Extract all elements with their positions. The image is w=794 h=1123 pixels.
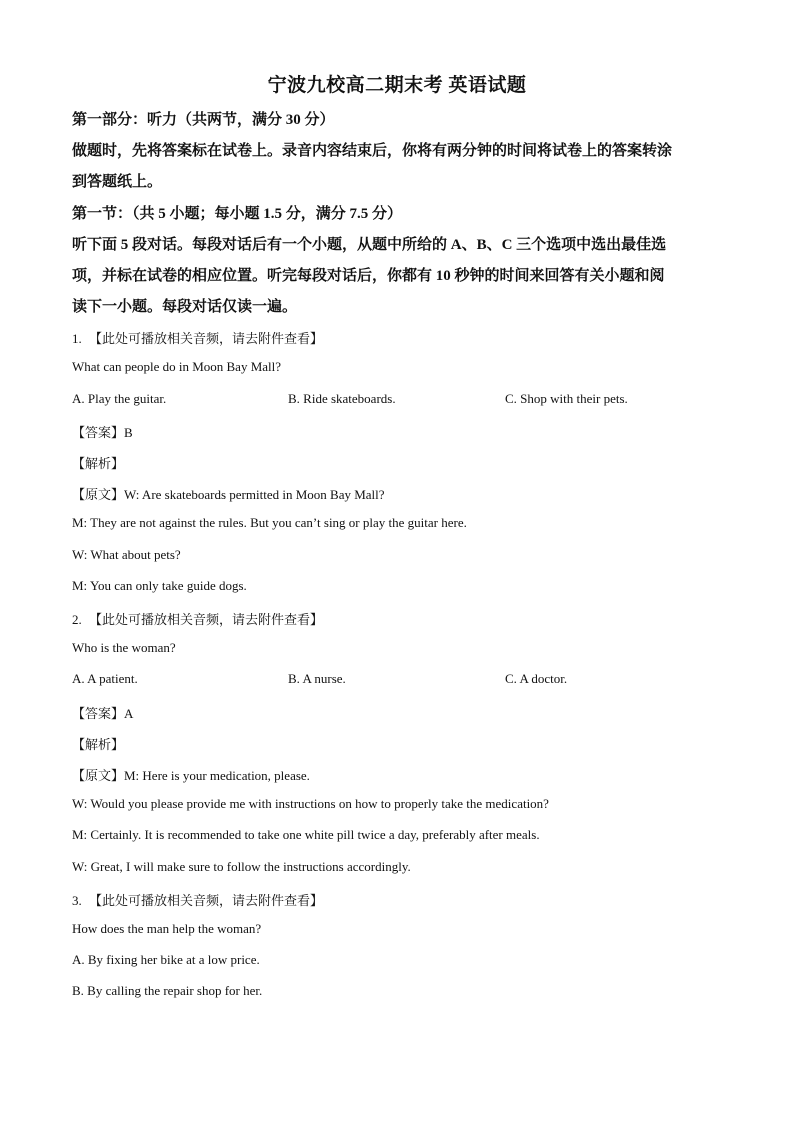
instructions-line-1: 做题时，先将答案标在试卷上。录音内容结束后，你将有两分钟的时间将试卷上的答案转涂 <box>72 143 673 159</box>
audio-note[interactable]: 【此处可播放相关音频，请去附件查看】 <box>89 612 324 627</box>
audio-note[interactable]: 【此处可播放相关音频，请去附件查看】 <box>89 331 324 346</box>
question-2-analysis: 【解析】 <box>72 737 125 752</box>
question-number: 1. <box>72 331 82 346</box>
question-1-header <box>72 328 323 347</box>
section1-line-2: 项，并标在试卷的相应位置。听完每段对话后，你都有 10 秒钟的时间来回答有关小题和阅 <box>72 268 665 284</box>
question-1-text: What can people do in Moon Bay Mall? <box>72 359 282 374</box>
question-2-transcript-line: M: Certainly. It is recommended to take one white pill twice a day, preferably after meals. <box>72 827 540 842</box>
question-1-option-a: A. Play the guitar. <box>72 391 167 406</box>
question-2-transcript-line: W: Great, I will make sure to follow the instructions accordingly. <box>72 859 411 874</box>
question-2-transcript-line: W: Would you please provide me with instructions on how to properly take the medication? <box>72 796 549 811</box>
question-2-transcript-line: 【原文】M: Here is your medication, please. <box>72 768 310 783</box>
question-1-transcript-line: W: What about pets? <box>72 547 181 562</box>
question-3-text: How does the man help the woman? <box>72 921 262 936</box>
question-3-option-b: B. By calling the repair shop for her. <box>72 983 263 998</box>
question-2-header <box>72 609 323 628</box>
question-2-option-b: B. A nurse. <box>288 671 346 686</box>
audio-note[interactable]: 【此处可播放相关音频，请去附件查看】 <box>89 893 324 908</box>
question-2-option-a: A. A patient. <box>72 671 138 686</box>
question-2-option-c: C. A doctor. <box>505 671 568 686</box>
question-1-analysis: 【解析】 <box>72 456 125 471</box>
question-number: 3. <box>72 893 82 908</box>
question-1-transcript-line: 【原文】W: Are skateboards permitted in Moon Bay Mall? <box>72 487 385 502</box>
question-2-answer: 【答案】A <box>72 706 134 721</box>
question-1-transcript-line: M: They are not against the rules. But you can’t sing or play the guitar here. <box>72 515 467 530</box>
question-2-text: Who is the woman? <box>72 640 176 655</box>
page-title: 宁波九校高二期末考 英语试题 <box>267 75 527 96</box>
section1-heading: 第一节：（共 5 小题；每小题 1.5 分，满分 7.5 分） <box>72 206 403 222</box>
question-3-option-a: A. By fixing her bike at a low price. <box>72 952 260 967</box>
section1-line-1: 听下面 5 段对话。每段对话后有一个小题，从题中所给的 A、B、C 三个选项中选出最佳选 <box>72 237 667 253</box>
part1-heading: 第一部分：听力（共两节，满分 30 分） <box>72 112 335 128</box>
question-1-transcript-line: M: You can only take guide dogs. <box>72 578 247 593</box>
section1-line-3: 读下一小题。每段对话仅读一遍。 <box>72 299 298 315</box>
question-1-answer: 【答案】B <box>72 425 133 440</box>
question-number: 2. <box>72 612 82 627</box>
question-1-option-b: B. Ride skateboards. <box>288 391 396 406</box>
question-1-option-c: C. Shop with their pets. <box>505 391 628 406</box>
instructions-line-2: 到答题纸上。 <box>72 174 163 190</box>
question-3-header <box>72 890 323 909</box>
